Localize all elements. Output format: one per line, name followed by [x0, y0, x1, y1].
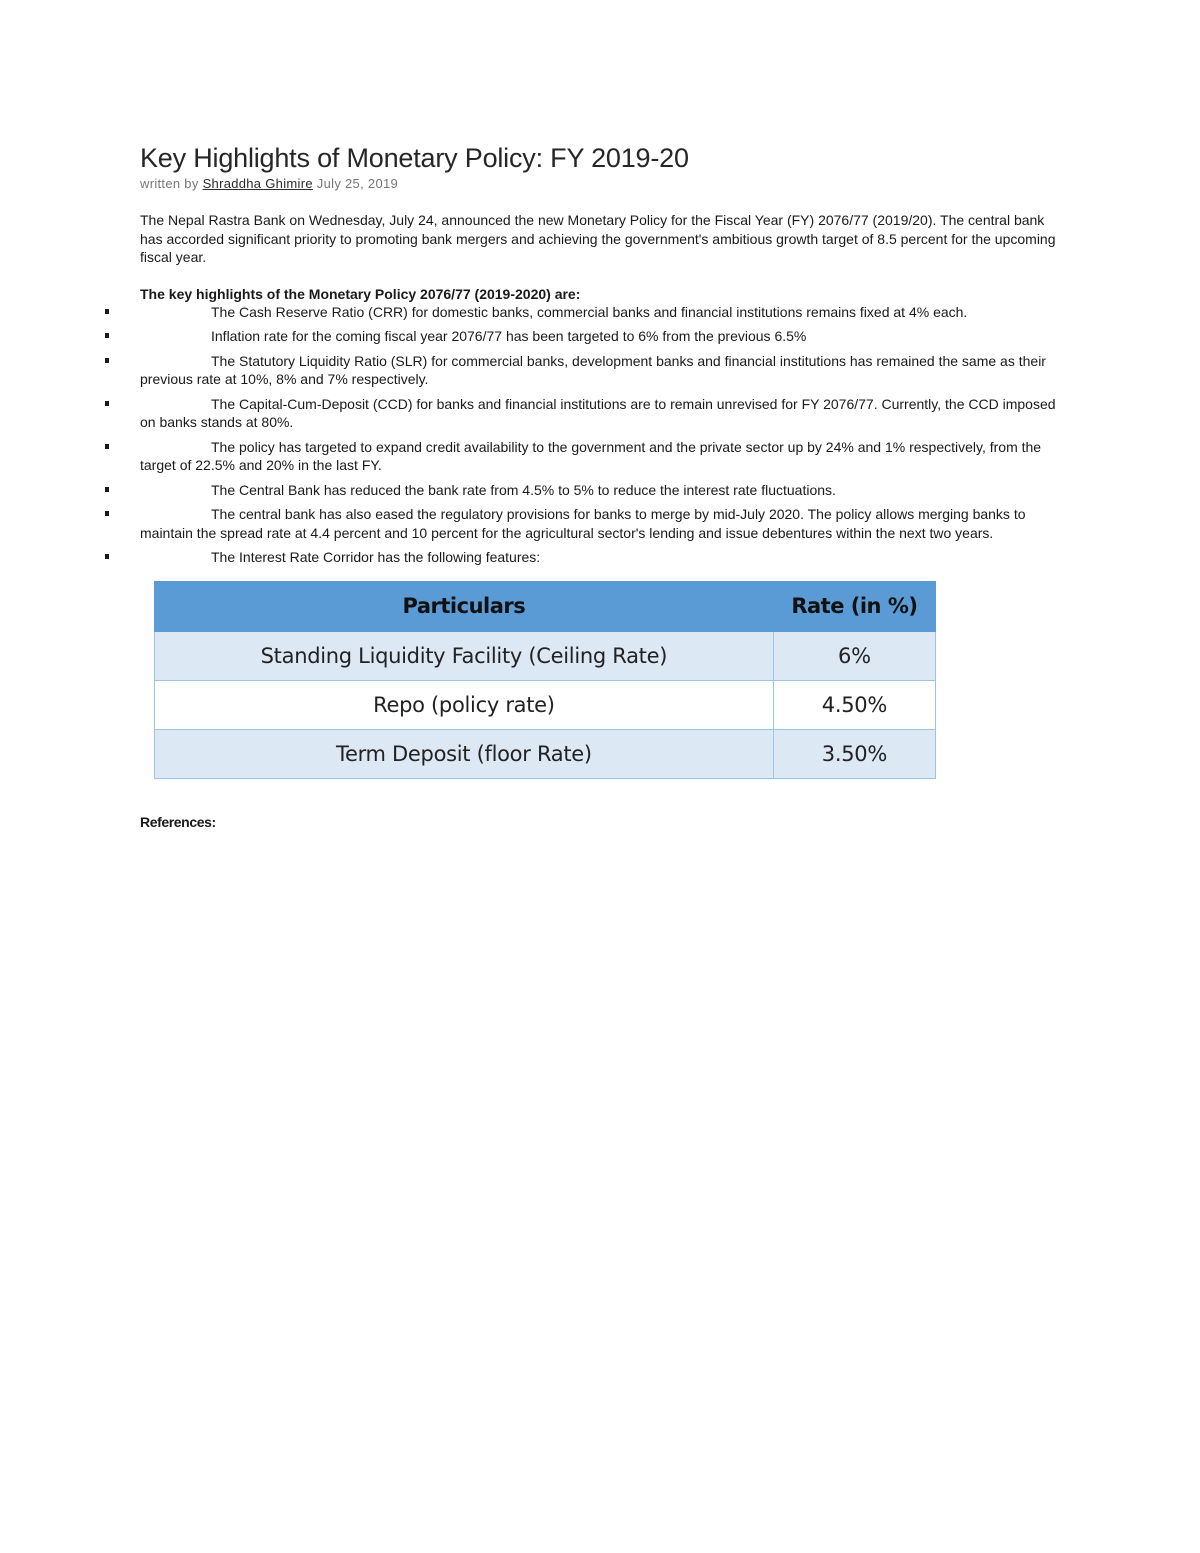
- byline: [140, 176, 1058, 191]
- bullet-icon: [105, 309, 109, 314]
- highlights-heading: The key highlights of the Monetary Policy 2076/77 (2019-2020) are:: [140, 285, 581, 302]
- references-label: References:: [140, 813, 216, 830]
- bullet-icon: [105, 554, 109, 559]
- byline-prefix: written by: [140, 176, 199, 191]
- column-header-rate: Rate (in %): [773, 581, 935, 631]
- list-item: [140, 352, 1058, 389]
- column-header-particulars: Particulars: [155, 581, 774, 631]
- list-item: [140, 303, 1058, 322]
- bullet-icon: [105, 358, 109, 363]
- list-item: [140, 327, 1058, 346]
- list-item-text: The policy has targeted to expand credit availability to the government and the private sector up by 24% and 1% respectively, from the target of 22.5% and 20% in the last FY.: [140, 438, 1042, 473]
- table-cell-particular: Standing Liquidity Facility (Ceiling Rate): [155, 631, 774, 680]
- bullet-icon: [105, 511, 109, 516]
- list-item: [140, 505, 1058, 542]
- list-item: [140, 395, 1058, 432]
- intro-paragraph: The Nepal Rastra Bank on Wednesday, July 24, announced the new Monetary Policy for the Fiscal Year (FY) 2076/77 (2019/20). The central bank has accorded significant priority to promoting bank mergers and achieving the government's ambitious growth target of 8.5 percent for the upcoming fiscal year.: [140, 212, 1056, 265]
- list-item-text: The Statutory Liquidity Ratio (SLR) for commercial banks, development banks and financial institutions has remained the same as their previous rate at 10%, 8% and 7% respectively.: [140, 352, 1046, 387]
- list-item-text: The central bank has also eased the regulatory provisions for banks to merge by mid-July 2020. The policy allows merging banks to maintain the spread rate at 4.4 percent and 10 percent for the agricultural sector's lending and issue debentures within the next two years.: [140, 506, 1026, 541]
- table-cell-particular: Repo (policy rate): [155, 680, 774, 729]
- list-item: [140, 438, 1058, 475]
- page-title: Key Highlights of Monetary Policy: FY 2019-20: [140, 143, 689, 173]
- list-item-text: The Central Bank has reduced the bank rate from 4.5% to 5% to reduce the interest rate fluctuations.: [211, 481, 836, 498]
- table-cell-rate: 6%: [773, 631, 935, 680]
- table-cell-particular: Term Deposit (floor Rate): [155, 729, 774, 778]
- table-cell-rate: 4.50%: [773, 680, 935, 729]
- author-link[interactable]: Shraddha Ghimire: [202, 176, 313, 191]
- list-item-text: The Interest Rate Corridor has the following features:: [211, 549, 541, 565]
- list-item-text: Inflation rate for the coming fiscal year 2076/77 has been targeted to 6% from the previous 6.5%: [211, 328, 807, 344]
- publish-date: July 25, 2019: [316, 176, 399, 191]
- bullet-icon: [105, 487, 109, 492]
- table-row: [155, 729, 936, 778]
- table-cell-rate: 3.50%: [773, 729, 935, 778]
- bullet-icon: [105, 333, 109, 338]
- bullet-icon: [105, 401, 109, 406]
- list-item-text: The Cash Reserve Ratio (CRR) for domestic banks, commercial banks and financial institutions remains fixed at 4% each.: [211, 303, 968, 320]
- list-item: [140, 548, 1058, 567]
- table-header-row: [155, 581, 936, 631]
- highlights-list: [140, 303, 1058, 567]
- interest-rate-corridor-table: [154, 581, 936, 779]
- table-row: [155, 631, 936, 680]
- list-item: [140, 481, 1058, 500]
- list-item-text: The Capital-Cum-Deposit (CCD) for banks and financial institutions are to remain unrevised for FY 2076/77. Currently, the CCD imposed on banks stands at 80%.: [140, 395, 1056, 430]
- bullet-icon: [105, 444, 109, 449]
- document-page: [140, 140, 1058, 831]
- table-row: [155, 680, 936, 729]
